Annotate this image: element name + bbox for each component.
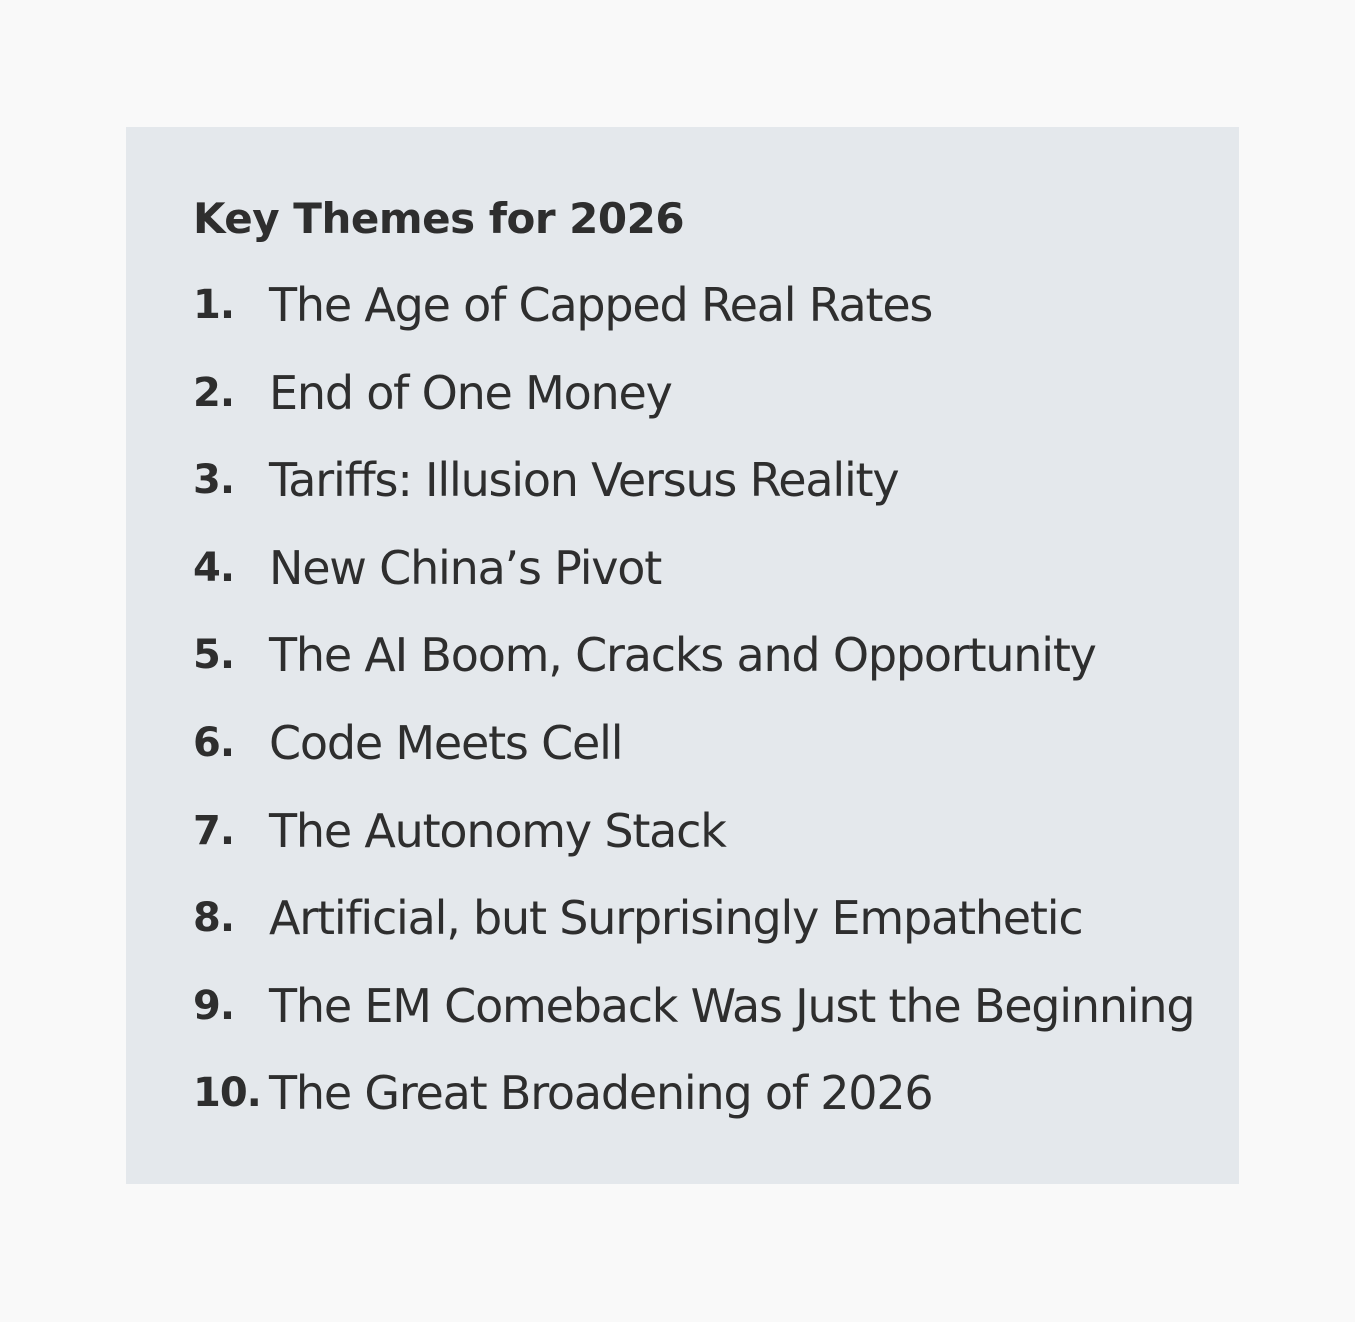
- theme-text: Artificial, but Surprisingly Empathetic: [269, 891, 1083, 946]
- theme-item: [193, 801, 1194, 889]
- theme-text: The Great Broadening of 2026: [269, 1066, 933, 1121]
- theme-item: [193, 625, 1194, 713]
- panel-title: Key Themes for 2026: [193, 194, 685, 243]
- theme-text: New China’s Pivot: [269, 540, 662, 595]
- theme-number: 10.: [193, 1070, 261, 1117]
- themes-list: [193, 275, 1194, 1151]
- theme-item: [193, 888, 1194, 976]
- theme-number: 2.: [193, 369, 235, 416]
- theme-number: 5.: [193, 632, 235, 679]
- theme-text: The Autonomy Stack: [269, 803, 726, 858]
- theme-number: 9.: [193, 982, 235, 1029]
- theme-text: The AI Boom, Cracks and Opportunity: [269, 628, 1096, 683]
- theme-text: Code Meets Cell: [269, 715, 623, 770]
- theme-item: [193, 976, 1194, 1064]
- key-themes-panel: [126, 127, 1239, 1184]
- theme-item: [193, 363, 1194, 451]
- theme-item: [193, 275, 1194, 363]
- theme-number: 1.: [193, 282, 235, 328]
- theme-number: 7.: [193, 807, 235, 854]
- theme-text: The Age of Capped Real Rates: [269, 278, 933, 332]
- theme-number: 8.: [193, 895, 235, 942]
- theme-item: [193, 450, 1194, 538]
- theme-text: End of One Money: [269, 365, 672, 420]
- theme-item: [193, 538, 1194, 626]
- theme-text: Tariffs: Illusion Versus Reality: [269, 453, 899, 508]
- theme-number: 4.: [193, 544, 235, 591]
- theme-number: 3.: [193, 457, 235, 504]
- theme-number: 6.: [193, 719, 235, 766]
- theme-text: The EM Comeback Was Just the Beginning: [269, 978, 1195, 1033]
- theme-item: [193, 713, 1194, 801]
- theme-item: [193, 1063, 1194, 1151]
